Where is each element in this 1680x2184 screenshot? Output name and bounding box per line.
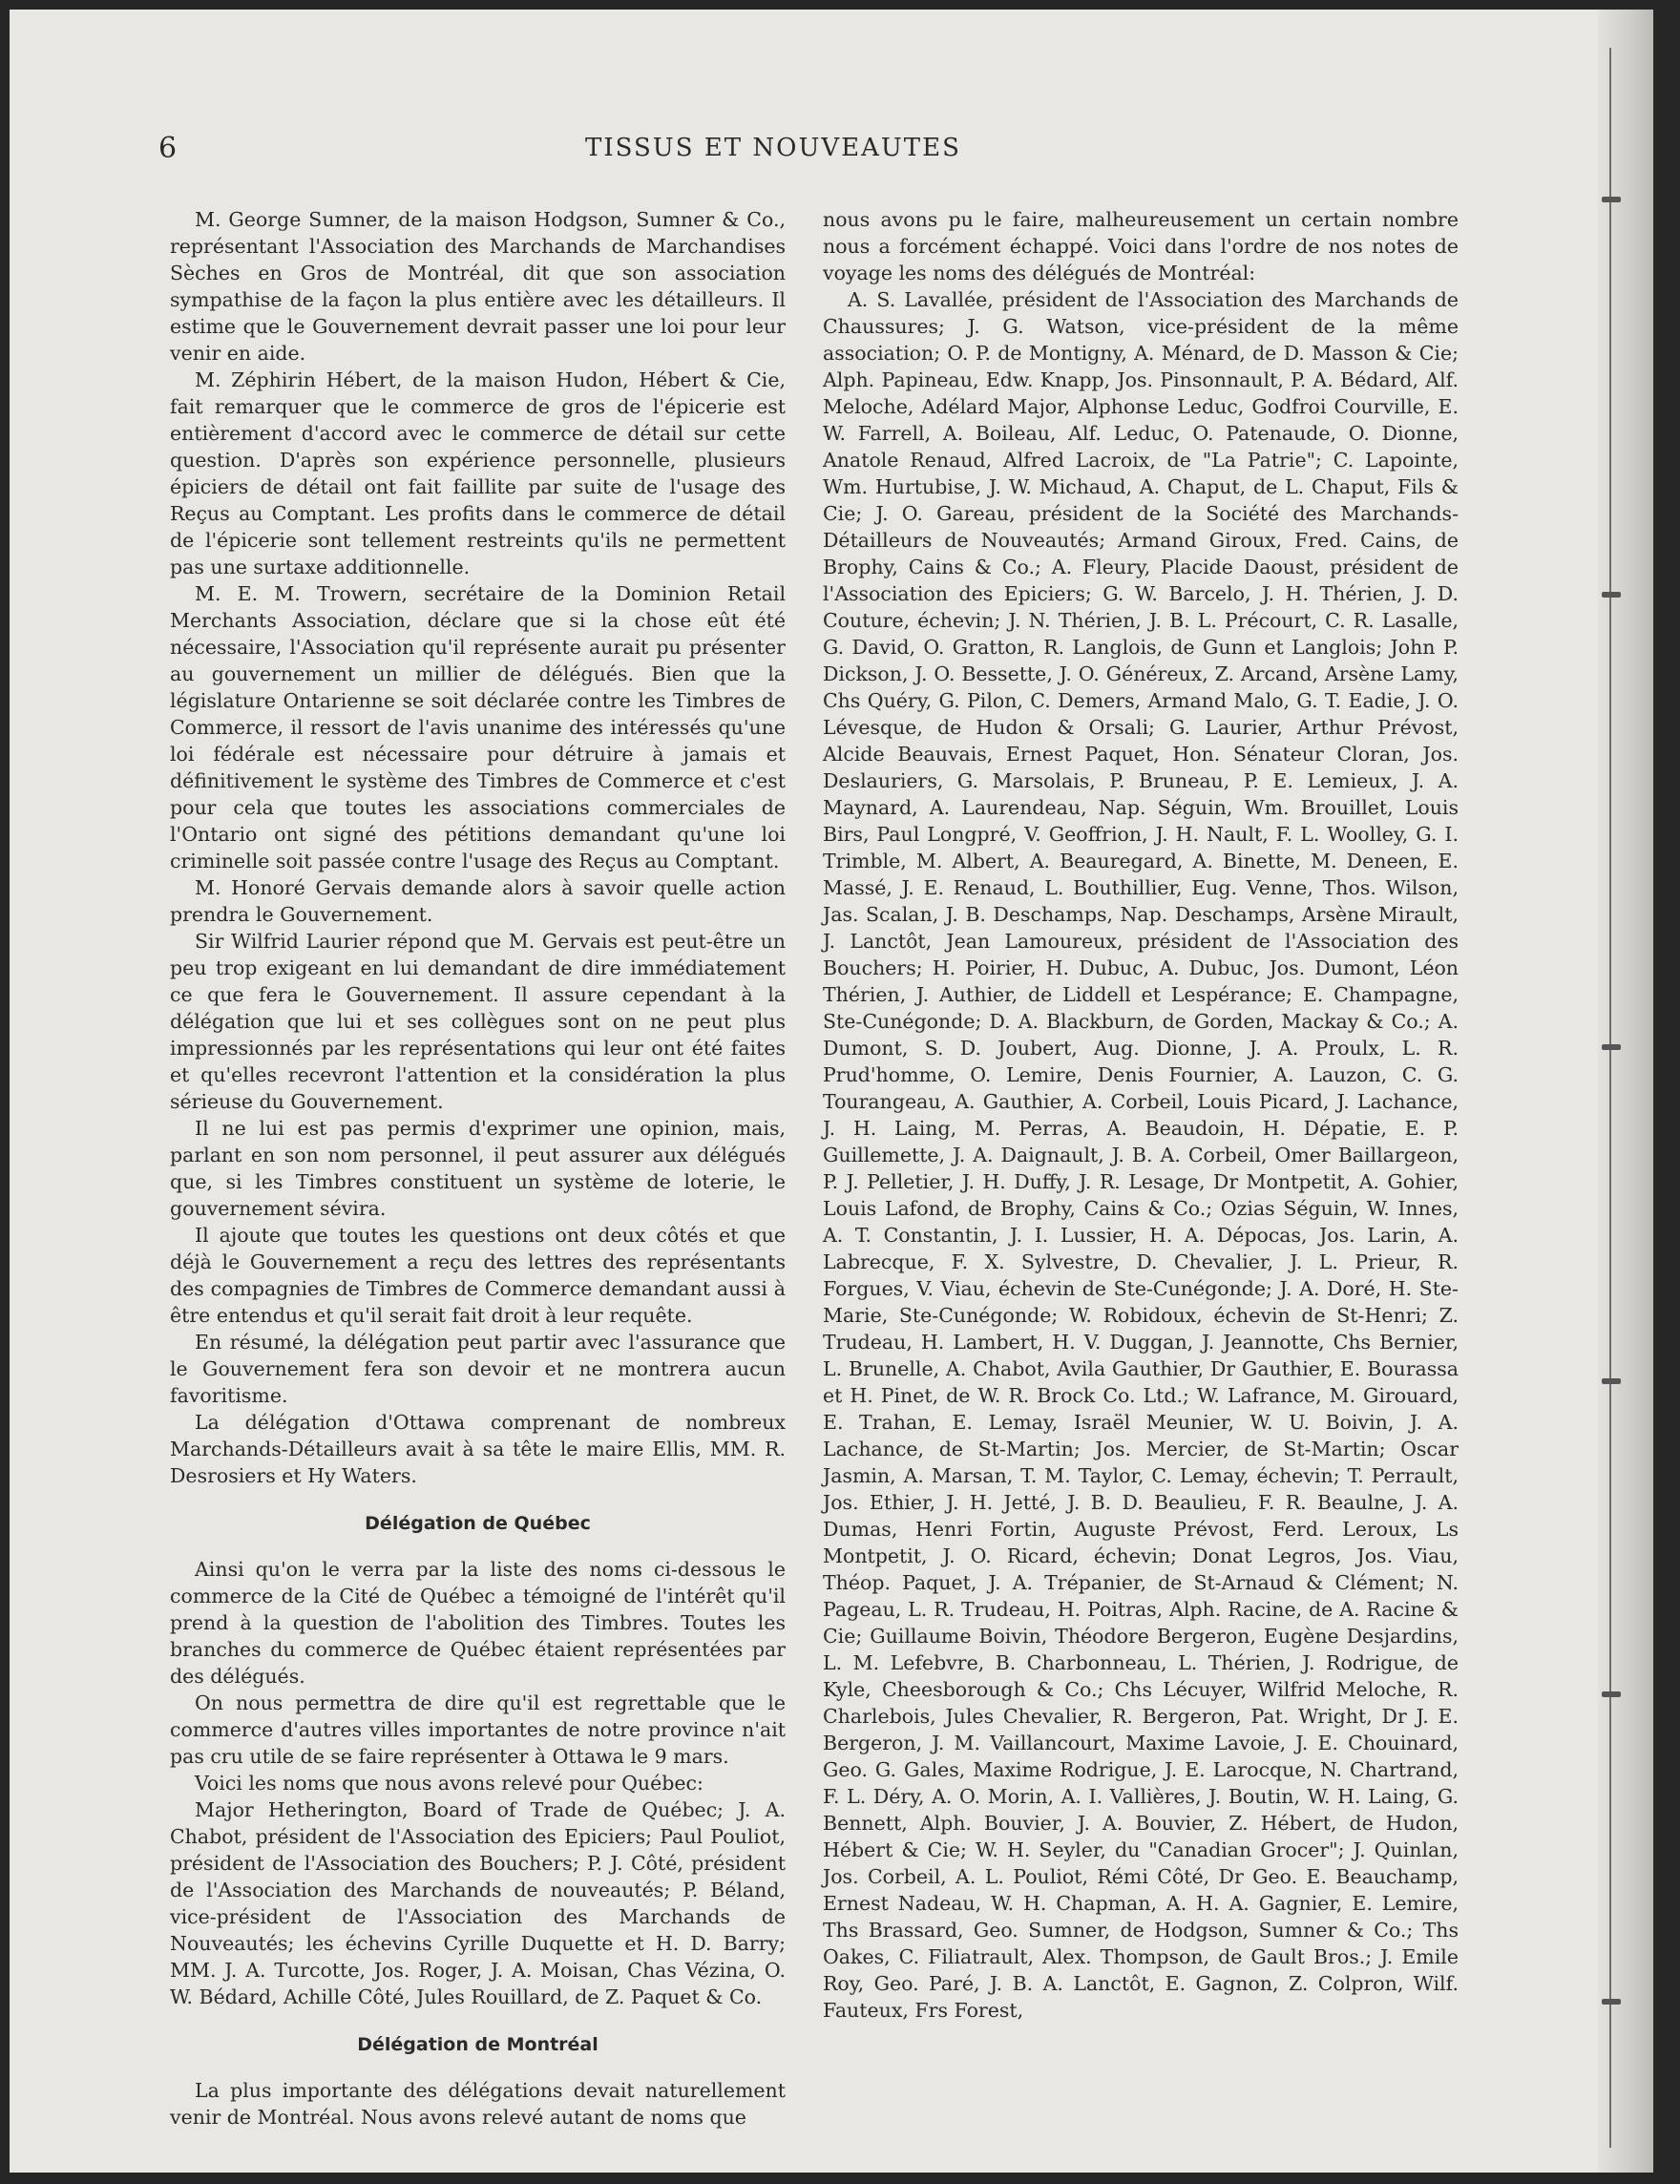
paragraph: La délégation d'Ottawa comprenant de nombreux Marchands-Détailleurs avait à sa tête le maire Ellis, MM. R. Desrosiers et Hy Waters. [170, 1411, 786, 1487]
binding-staple [1602, 1044, 1621, 1050]
paragraph: Ainsi qu'on le verra par la liste des noms ci-dessous le commerce de la Cité de Québec a témoigné de l'intérêt qu'il prend à la question de l'abolition des Timbres. Toutes les branches du commerce de Québec étaient représentées par des délégués. [170, 1558, 786, 1688]
paragraph: Il ne lui est pas permis d'exprimer une opinion, mais, parlant en son nom personnel, il peut assurer aux délégués que, si les Timbres constituent un système de loterie, le gouvernement sévira. [170, 1117, 786, 1220]
paragraph: M. Honoré Gervais demande alors à savoir quelle action prendra le Gouvernement. [170, 876, 786, 926]
binding-staple [1602, 1999, 1621, 2005]
binding-staple [1602, 197, 1621, 202]
paragraph: Major Hetherington, Board of Trade de Québec; J. A. Chabot, président de l'Association des Epiciers; Paul Pouliot, président de l'Association des Bouchers; P. J. Côté, président de l'Association des Marchands de nouveautés; P. Béland, vice-président de l'Association des Marchands de Nouveautés; les échevins Cyrille Duquette et H. D. Barry; MM. J. A. Turcotte, Jos. Roger, J. A. Moisan, Chas Vézina, O. W. Bédard, Achille Côté, Jules Rouillard, de Z. Paquet & Co. [170, 1798, 786, 2008]
paragraph: Sir Wilfrid Laurier répond que M. Gervais est peut-être un peu trop exigeant en lui demandant de dire immédiatement ce que fera le Gouvernement. Il assure cependant à la délégation que lui et ses collègues sont on ne peut plus impressionnés par les représentations qui leur ont été faites et qu'elles recevront l'attention et la considération la plus sérieuse du Gouvernement. [170, 930, 786, 1113]
binding-gutter [1598, 10, 1653, 2173]
paragraph: La plus importante des délégations devait naturellement venir de Montréal. Nous avons relevé autant de noms que [170, 2079, 786, 2129]
binding-staple [1602, 592, 1621, 598]
right-column [823, 206, 1459, 2024]
paragraph: En résumé, la délégation peut partir avec l'assurance que le Gouvernement fera son devoir et ne montrera aucun favoritisme. [170, 1331, 786, 1407]
section-heading-montreal: Délégation de Montréal [357, 2034, 598, 2055]
paragraph: On nous permettra de dire qu'il est regrettable que le commerce d'autres villes importantes de notre province n'ait pas cru utile de se faire représenter à Ottawa le 9 mars. [170, 1691, 786, 1768]
binding-staple [1602, 1691, 1621, 1697]
page-header [10, 132, 1441, 179]
paragraph: nous avons pu le faire, malheureusement un certain nombre nous a forcément échappé. Voici dans l'ordre de nos notes de voyage les noms des délégués de Montréal: [823, 208, 1459, 284]
paragraph: Voici les noms que nous avons relevé pour Québec: [195, 1772, 704, 1795]
paragraph: M. E. M. Trowern, secrétaire de la Dominion Retail Merchants Association, déclare que si la chose eût été nécessaire, l'Association qu'il représente aurait pu présenter au gouvernement un millier de délégués. Bien que la législature Ontarienne se soit déclarée contre les Timbres de Commerce, il ressort de l'avis unanime des intéressés qu'une loi fédérale est nécessaire pour détruire à jamais et définitivement le système des Timbres de Commerce et c'est pour cela que toutes les associations commerciales de l'Ontario ont signé des pétitions demandant qu'une loi criminelle soit passée contre l'usage des Reçus au Comptant. [170, 582, 786, 872]
paragraph: A. S. Lavallée, président de l'Association des Marchands de Chaussures; J. G. Watson, vice-président de la même association; O. P. de Montigny, A. Ménard, de D. Masson & Cie; Alph. Papineau, Edw. Knapp, Jos. Pinsonnault, P. A. Bédard, Alf. Meloche, Adélard Major, Alphonse Leduc, Godfroi Courville, E. W. Farrell, A. Boileau, Alf. Leduc, O. Patenaude, O. Dionne, Anatole Renaud, Alfred Lacroix, de "La Patrie"; C. Lapointe, Wm. Hurtubise, J. W. Michaud, A. Chaput, de L. Chaput, Fils & Cie; J. O. Gareau, président de la Société des Marchands-Détailleurs de Nouveautés; Armand Giroux, Fred. Cains, de Brophy, Cains & Co.; A. Fleury, Placide Daoust, président de l'Association des Epiciers; G. W. Barcelo, J. H. Thérien, J. D. Couture, échevin; J. N. Thérien, J. B. L. Précourt, C. R. Lasalle, G. David, O. Gratton, R. Langlois, de Gunn et Langlois; John P. Dickson, J. O. Bessette, J. O. Généreux, Z. Arcand, Arsène Lamy, Chs Quéry, G. Pilon, C. Demers, Armand Malo, G. T. Eadie, J. O. Lévesque, de Hudon & Orsali; G. Laurier, Arthur Prévost, Alcide Beauvais, Ernest Paquet, Hon. Sénateur Cloran, Jos. Deslauriers, G. Marsolais, P. Bruneau, P. E. Lemieux, J. A. Maynard, A. Laurendeau, Nap. Séguin, Wm. Brouillet, Louis Birs, Paul Longpré, V. Geoffrion, J. H. Nault, F. L. Woolley, G. I. Trimble, M. Albert, A. Beauregard, A. Binette, M. Deneen, E. Massé, J. E. Renaud, L. Bouthillier, Eug. Venne, Thos. Wilson, Jas. Scalan, J. B. Deschamps, Nap. Deschamps, Arsène Mirault, J. Lanctôt, Jean Lamoureux, président de l'Association des Bouchers; H. Poirier, H. Dubuc, A. Dubuc, Jos. Dumont, Léon Thérien, J. Authier, de Liddell et Lespérance; E. Champagne, Ste-Cunégonde; D. A. Blackburn, de Gorden, Mackay & Co.; A. Dumont, S. D. Joubert, Aug. Dionne, J. A. Proulx, L. R. Prud'homme, O. Lemire, Denis Fournier, A. Lauzon, C. G. Tourangeau, A. Gauthier, A. Corbeil, Louis Picard, J. Lachance, J. H. Laing, M. Perras, A. Beaudoin, H. Dépatie, E. P. Guillemette, J. A. Daignault, J. B. A. Corbeil, Omer Baillargeon, P. J. Pelletier, J. H. Duffy, J. R. Lesage, Dr Montpetit, A. Gohier, Louis Lafond, de Brophy, Cains & Co.; Ozias Séguin, W. Innes, A. T. Constantin, J. I. Lussier, H. A. Dépocas, Jos. Larin, A. Labrecque, F. X. Sylvestre, D. Chevalier, J. L. Prieur, R. Forgues, V. Viau, échevin de Ste-Cunégonde; J. A. Doré, H. Ste-Marie, Ste-Cunégonde; W. Robidoux, échevin de St-Henri; Z. Trudeau, H. Lambert, H. V. Duggan, J. Jeannotte, Chs Bernier, L. Brunelle, A. Chabot, Avila Gauthier, Dr Gauthier, E. Bourassa et H. Pinet, de W. R. Brock Co. Ltd.; W. Lafrance, M. Girouard, E. Trahan, E. Lemay, Israël Meunier, W. U. Boivin, J. A. Lachance, de St-Martin; Jos. Mercier, de St-Martin; Oscar Jasmin, A. Marsan, T. M. Taylor, C. Lemay, échevin; T. Perrault, Jos. Ethier, J. H. Jetté, J. B. D. Beaulieu, F. R. Beaulne, J. A. Dumas, Henri Fortin, Auguste Prévost, Ferd. Leroux, Ls Montpetit, J. O. Ricard, échevin; Donat Legros, Jos. Viau, Théop. Paquet, J. A. Trépanier, de St-Arnaud & Clément; N. Pageau, L. R. Trudeau, H. Poitras, Alph. Racine, de A. Racine & Cie; Guillaume Boivin, Théodore Bergeron, Eugène Desjardins, L. M. Lefebvre, B. Charbonneau, L. Thérien, J. Rodrigue, de Kyle, Cheesborough & Co.; Chs Lécuyer, Wilfrid Meloche, R. Charlebois, Jules Chevalier, R. Bergeron, Pat. Wright, Dr J. E. Bergeron, J. M. Vaillancourt, Maxime Lavoie, J. E. Chouinard, Geo. G. Gales, Maxime Rodrigue, J. E. Larocque, N. Chartrand, F. L. Déry, A. O. Morin, A. I. Vallières, J. Boutin, W. H. Laing, G. Bennett, Alph. Bouvier, J. A. Bouvier, Z. Hébert, de Hudon, Hébert & Cie; W. H. Seyler, du "Canadian Grocer"; J. Quinlan, Jos. Corbeil, A. L. Pouliot, Rémi Côté, Dr Geo. E. Beauchamp, Ernest Nadeau, W. H. Chapman, A. H. A. Gagnier, E. Lemire, Ths Brassard, Geo. Sumner, de Hodgson, Sumner & Co.; Ths Oakes, C. Filiatrault, Alex. Thompson, de Gault Bros.; J. Emile Roy, Geo. Paré, J. B. A. Lanctôt, E. Gagnon, Z. Colpron, Wilf. Fauteux, Frs Forest, [823, 288, 1459, 2022]
binding-edge [1609, 48, 1611, 2148]
paragraph: M. Zéphirin Hébert, de la maison Hudon, Hébert & Cie, fait remarquer que le commerce de gros de l'épicerie est entièrement d'accord avec le commerce de détail sur cette question. D'après son expérience personnelle, plusieurs épiciers de détail ont fait faillite par suite de l'usage des Reçus au Comptant. Les profits dans le commerce de détail de l'épicerie sont tellement restreints qu'ils ne permettent pas une surtaxe additionnelle. [170, 368, 786, 578]
left-column [170, 206, 786, 2131]
paragraph: M. George Sumner, de la maison Hodgson, Sumner & Co., représentant l'Association des Marchands de Marchandises Sèches en Gros de Montréal, dit que son association sympathise de la façon la plus entière avec les détailleurs. Il estime que le Gouvernement devrait passer une loi pour leur venir en aide. [170, 208, 786, 365]
page-number: 6 [158, 132, 178, 165]
document-page [10, 10, 1653, 2173]
section-heading-quebec: Délégation de Québec [365, 1513, 591, 1534]
paragraph: Il ajoute que toutes les questions ont deux côtés et que déjà le Gouvernement a reçu des lettres des représentants des compagnies de Timbres de Commerce demandant aussi à être entendus et qu'il serait fait droit à leur requête. [170, 1224, 786, 1327]
binding-staple [1602, 1378, 1621, 1384]
running-title: TISSUS ET NOUVEAUTES [585, 134, 961, 162]
